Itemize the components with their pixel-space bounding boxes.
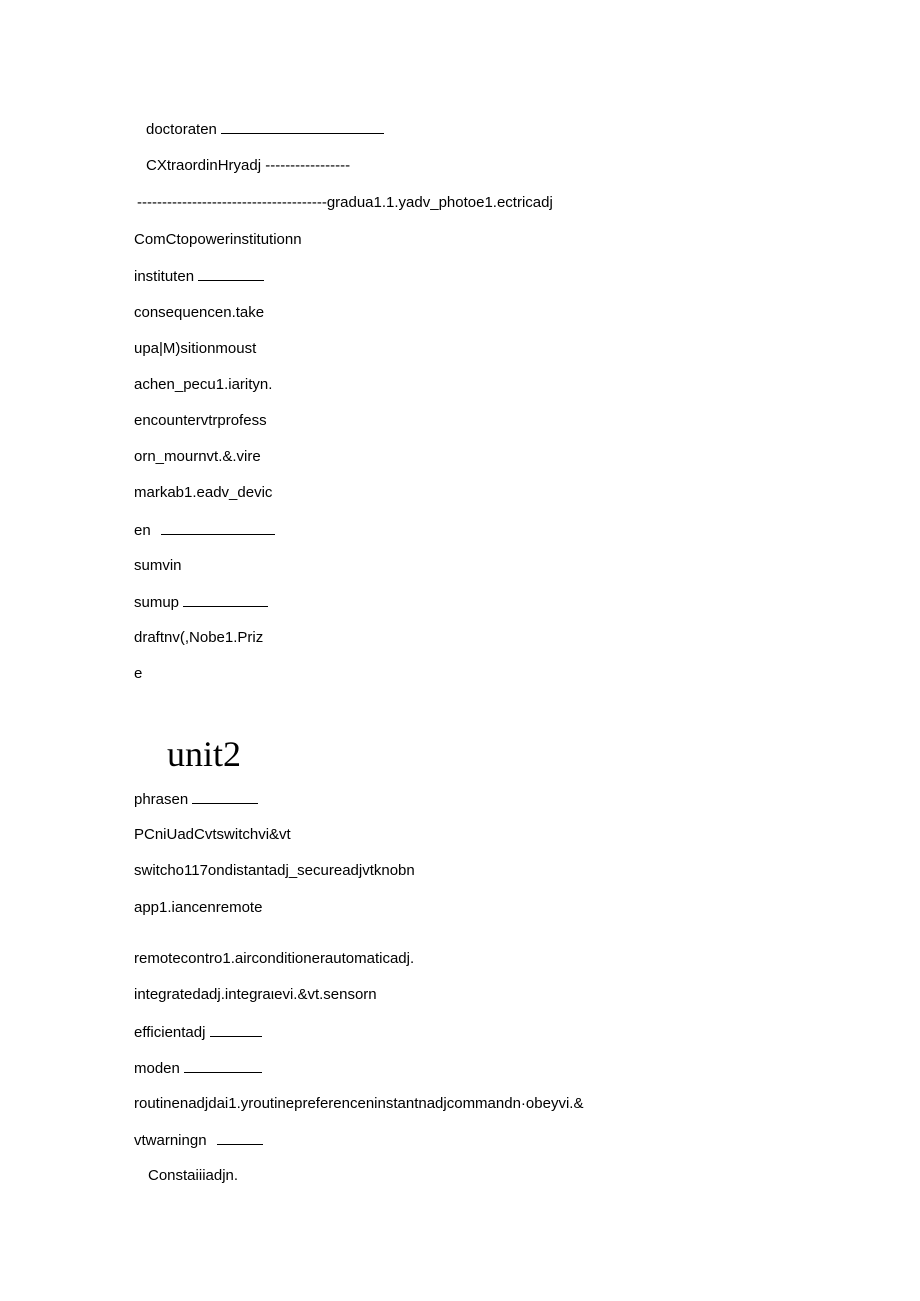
vocab-text: --------------------------------------gradua1.1.yadv_photoe1.ectricadj — [137, 194, 553, 211]
vocab-line — [134, 593, 268, 612]
vocab-text: app1.iancenremote — [134, 899, 263, 916]
vocab-line — [134, 986, 377, 1004]
vocab-line — [134, 412, 267, 430]
vocab-text: encountervtrprofess — [134, 412, 267, 429]
vocab-text: en — [134, 522, 151, 539]
vocab-line — [134, 484, 272, 502]
vocab-line — [134, 950, 414, 968]
vocab-text: vtwarningn — [134, 1132, 207, 1149]
fill-blank — [161, 521, 275, 535]
vocab-text: ComCtopowerinstitutionn — [134, 231, 302, 248]
vocab-line — [137, 194, 553, 212]
fill-blank — [184, 1059, 262, 1073]
vocab-text: doctoraten — [146, 121, 217, 138]
vocab-text: PCniUadCvtswitchvi&vt — [134, 826, 291, 843]
unit-heading: unit2 — [167, 734, 242, 774]
vocab-text: consequencen.take — [134, 304, 265, 321]
vocab-line — [134, 304, 264, 322]
vocab-line — [134, 557, 182, 575]
vocab-text: sumup — [134, 594, 180, 611]
vocab-line — [134, 521, 275, 540]
fill-blank — [198, 267, 264, 281]
vocab-line — [134, 1095, 583, 1113]
vocab-line — [134, 899, 262, 917]
vocab-line — [134, 1023, 262, 1042]
vocab-line — [134, 448, 261, 466]
vocab-text: remotecontro1.airconditionerautomaticadj. — [134, 950, 415, 967]
vocab-text: Constaiiiadjn. — [148, 1167, 239, 1184]
vocab-line — [134, 1131, 263, 1150]
vocab-line — [134, 665, 142, 683]
vocab-line — [134, 790, 258, 809]
vocab-text: instituten — [134, 268, 195, 285]
vocab-text: draftnv(,Nobe1.Priz — [134, 629, 264, 646]
vocab-text: markab1.eadv_devic — [134, 484, 273, 501]
fill-blank — [183, 593, 268, 607]
vocab-text: e — [134, 665, 143, 682]
vocab-line — [134, 826, 291, 844]
vocab-line — [134, 629, 263, 647]
vocab-text: moden — [134, 1060, 180, 1077]
vocab-line — [134, 340, 256, 358]
vocab-text: phrasen — [134, 791, 189, 808]
vocab-line — [134, 862, 415, 880]
fill-blank — [192, 790, 258, 804]
vocab-line — [148, 1167, 238, 1185]
vocab-text: routinenadjdai1.yroutinepreferenceninstantnadjcommandn·obeyvi.& — [134, 1095, 584, 1112]
vocab-text: switcho117ondistantadj_secureadjvtknobn — [134, 862, 415, 879]
vocab-text: upa|M)sitionmoust — [134, 340, 257, 357]
vocab-text: sumvin — [134, 557, 182, 574]
vocab-line — [146, 120, 384, 139]
vocab-line — [146, 157, 350, 175]
fill-blank — [210, 1023, 262, 1037]
vocab-text: achen_pecu1.iarityn. — [134, 376, 273, 393]
fill-blank — [217, 1131, 263, 1145]
vocab-text: integratedadj.integraιevi.&vt.sensorn — [134, 986, 377, 1003]
vocab-text: efficientadj — [134, 1024, 206, 1041]
vocab-line — [134, 231, 302, 249]
vocab-text: CXtraordinHryadj ----------------- — [146, 157, 351, 174]
vocab-line — [134, 376, 272, 394]
vocab-line — [134, 1059, 262, 1078]
fill-blank — [221, 120, 384, 134]
vocab-text: orn_mournvt.&.vire — [134, 448, 261, 465]
vocab-line — [134, 267, 264, 286]
